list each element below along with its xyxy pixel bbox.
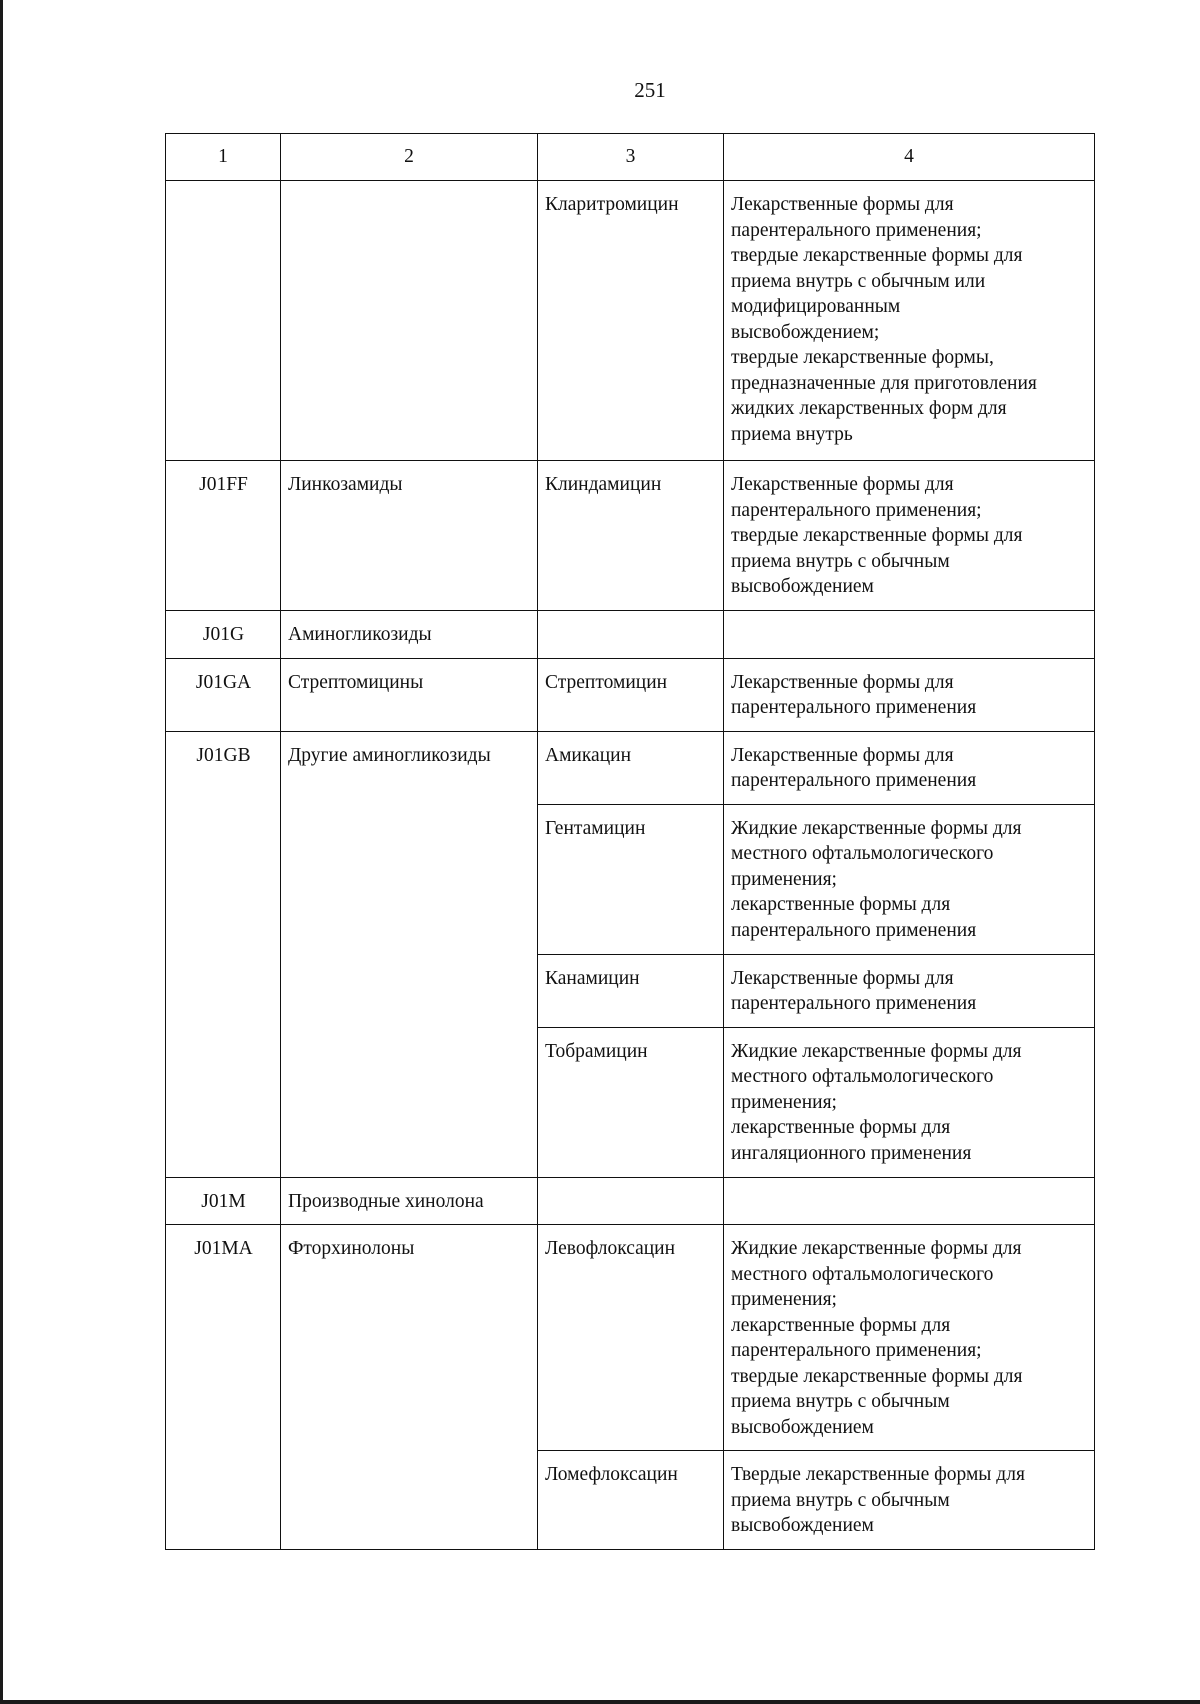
- atc-code: J01GB: [166, 731, 281, 1177]
- form-line: твердые лекарственные формы,: [731, 347, 994, 368]
- form-line: Лекарственные формы для: [731, 474, 954, 495]
- drug-cell-empty: [538, 611, 724, 659]
- dosage-forms: [724, 804, 1095, 954]
- drug-name: Клиндамицин: [538, 461, 724, 611]
- drug-name: Гентамицин: [538, 804, 724, 954]
- form-line: приема внутрь: [731, 423, 853, 445]
- atc-code: J01M: [166, 1177, 281, 1225]
- form-line: Твердые лекарственные формы для: [731, 1464, 1025, 1485]
- group-name: Стрептомицины: [281, 658, 538, 731]
- column-header: 1: [166, 134, 281, 181]
- drug-table: [165, 133, 1095, 1550]
- form-line: применения;: [731, 1091, 837, 1113]
- form-line: парентерального применения: [731, 770, 977, 791]
- dosage-forms: [724, 954, 1095, 1027]
- group-name: Линкозамиды: [281, 461, 538, 611]
- dosage-forms: [724, 181, 1095, 461]
- column-header: 2: [281, 134, 538, 181]
- form-line: парентерального применения;: [731, 1340, 982, 1361]
- form-line: парентерального применения: [731, 919, 977, 941]
- table-row: [166, 611, 1095, 659]
- table-row: [166, 461, 1095, 611]
- table-row: [166, 731, 1095, 804]
- form-line: применения;: [731, 868, 837, 890]
- dosage-forms: [724, 658, 1095, 731]
- drug-name: Тобрамицин: [538, 1027, 724, 1177]
- group-name: Аминогликозиды: [281, 611, 538, 659]
- forms-cell-empty: [724, 611, 1095, 659]
- form-line: парентерального применения;: [731, 219, 982, 241]
- atc-code-cell: [166, 181, 281, 461]
- form-line: лекарственные формы для: [731, 1314, 951, 1336]
- form-line: Лекарственные формы для: [731, 744, 954, 766]
- dosage-forms: [724, 461, 1095, 611]
- page-number: 251: [634, 78, 666, 102]
- form-line: твердые лекарственные формы для: [731, 525, 1023, 546]
- form-line: Жидкие лекарственные формы для: [731, 1238, 1022, 1259]
- forms-cell-empty: [724, 1177, 1095, 1225]
- form-line: Жидкие лекарственные формы для: [731, 1040, 1022, 1062]
- form-line: лекарственные формы для: [731, 894, 951, 915]
- form-line: Лекарственные формы для: [731, 671, 954, 693]
- form-line: местного офтальмологического: [731, 1066, 994, 1087]
- drug-name: Ломефлоксацин: [538, 1451, 724, 1550]
- table-row: [166, 1225, 1095, 1451]
- scan-edge-bottom: [0, 1700, 1200, 1704]
- form-line: парентерального применения;: [731, 499, 982, 521]
- form-line: Лекарственные формы для: [731, 967, 954, 989]
- table-row: [166, 181, 1095, 461]
- form-line: парентерального применения: [731, 697, 977, 718]
- form-line: Жидкие лекарственные формы для: [731, 817, 1022, 839]
- drug-name: Стрептомицин: [538, 658, 724, 731]
- form-line: твердые лекарственные формы для: [731, 1365, 1023, 1387]
- form-line: высвобождением: [731, 1515, 874, 1536]
- drug-name: Канамицин: [538, 954, 724, 1027]
- column-header: 4: [724, 134, 1095, 181]
- form-line: приема внутрь с обычным или: [731, 270, 986, 292]
- dosage-forms: [724, 731, 1095, 804]
- atc-code: J01G: [166, 611, 281, 659]
- form-line: жидких лекарственных форм для: [731, 398, 1007, 419]
- form-line: высвобождением: [731, 1416, 874, 1438]
- dosage-forms: [724, 1225, 1095, 1451]
- form-line: твердые лекарственные формы для: [731, 245, 1023, 266]
- group-name: Производные хинолона: [281, 1177, 538, 1225]
- form-line: парентерального применения: [731, 993, 977, 1014]
- form-line: Лекарственные формы для: [731, 194, 954, 215]
- dosage-forms: [724, 1027, 1095, 1177]
- group-name: Другие аминогликозиды: [281, 731, 538, 1177]
- form-line: предназначенные для приготовления: [731, 372, 1037, 394]
- form-line: ингаляционного применения: [731, 1142, 972, 1164]
- drug-cell-empty: [538, 1177, 724, 1225]
- column-header: 3: [538, 134, 724, 181]
- drug-name: Кларитромицин: [538, 181, 724, 461]
- atc-code: J01FF: [166, 461, 281, 611]
- form-line: местного офтальмологического: [731, 843, 994, 864]
- group-name: Фторхинолоны: [281, 1225, 538, 1550]
- drug-name: Амикацин: [538, 731, 724, 804]
- form-line: высвобождением: [731, 576, 874, 597]
- drug-name: Левофлоксацин: [538, 1225, 724, 1451]
- table-row: [166, 658, 1095, 731]
- atc-code: J01GA: [166, 658, 281, 731]
- form-line: приема внутрь с обычным: [731, 550, 950, 572]
- form-line: приема внутрь с обычным: [731, 1489, 950, 1511]
- form-line: применения;: [731, 1289, 837, 1310]
- dosage-forms: [724, 1451, 1095, 1550]
- atc-code: J01MA: [166, 1225, 281, 1550]
- form-line: высвобождением;: [731, 321, 880, 343]
- table-header-row: [166, 134, 1095, 181]
- form-line: местного офтальмологического: [731, 1263, 994, 1285]
- form-line: приема внутрь с обычным: [731, 1391, 950, 1412]
- group-cell: [281, 181, 538, 461]
- scan-edge-left: [0, 0, 3, 1704]
- form-line: лекарственные формы для: [731, 1117, 951, 1138]
- table-row: [166, 1177, 1095, 1225]
- form-line: модифицированным: [731, 296, 901, 317]
